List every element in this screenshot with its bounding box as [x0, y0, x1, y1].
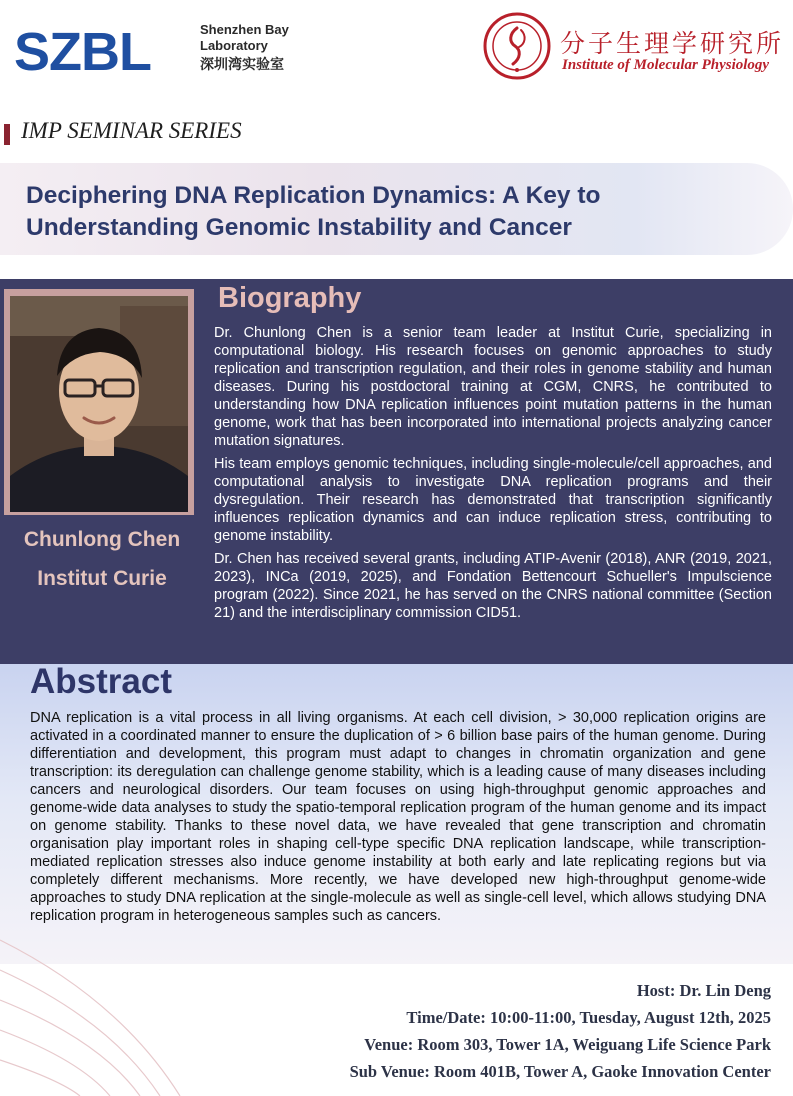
imp-name-en: Institute of Molecular Physiology	[562, 57, 770, 73]
seminar-title-line-1: Deciphering DNA Replication Dynamics: A Key to	[26, 182, 601, 209]
biography-paragraph: Dr. Chen has received several grants, including ATIP-Avenir (2018), ANR (2019, 2021, 2023), INCa (2019, 2025), and Fondation Bettencourt Schueller's Impulscience program (2022). Since 2021, he has served on the CNRS national committee (Section 21) and the interdisciplinary commission CID51.	[214, 551, 772, 621]
biography-heading: Biography	[218, 282, 362, 314]
decorative-curves	[0, 900, 360, 1096]
szbl-name-cn: 深圳湾实验室	[200, 56, 284, 72]
abstract-body: DNA replication is a vital process in all living organisms. At each cell division, > 30,000 replication origins are activated in a coordinated manner to ensure the duplication of > 6 billion base pairs of the human genome. During differentiation and development, this program must adapt to changes in chromatin organization and gene transcription: its deregulation can challenge genome stability, which is a leading cause of many diseases including cancers and neurological disorders. Our team focuses on using high-throughput genomic approaches and genome-wide data analyses to study the spatio-temporal replication program of the human genome and its impact on genome stability. Thanks to these novel data, we have revealed that gene transcription and chromatin organisation play important roles in shaping cell-type specific DNA replication landscape, while transcription-mediated replication stresses also induce genome instability at both early and late replicating regions but via completely different mechanisms. More recently, we have developed new high-throughput genome-wide approaches to study DNA replication at the single-molecule as well as single-cell level, which allows studying DNA replication program in heterogeneous samples such as cancers.	[30, 710, 766, 924]
speaker-institution: Institut Curie	[37, 567, 167, 590]
szbl-logo-mark: SZBL	[14, 22, 151, 82]
szbl-name-en-1: Shenzhen Bay	[200, 22, 289, 37]
speaker-portrait	[10, 296, 188, 512]
szbl-name-en-2: Laboratory	[200, 38, 268, 53]
seminar-title	[26, 180, 726, 244]
speaker-name: Chunlong Chen	[23, 528, 181, 551]
abstract-heading: Abstract	[30, 662, 172, 701]
szbl-logo-text	[200, 22, 340, 72]
series-label: IMP SEMINAR SERIES	[21, 118, 242, 143]
series-accent-bar	[4, 124, 10, 145]
seminar-title-line-2: Understanding Genomic Instability and Cancer	[26, 214, 572, 241]
time-date-info: Time/Date: 10:00-11:00, Tuesday, August 12th, 2025	[406, 1008, 771, 1027]
biography-paragraph: His team employs genomic techniques, including single-molecule/cell approaches, and computational analysis to investigate DNA replication programs and their dysregulation. Their research has demonstrated that transcription significantly influences replication dynamics and can induce replication stress, contributing to genome instability.	[214, 456, 772, 544]
biography-body	[214, 324, 772, 627]
institute-seal-icon	[483, 12, 551, 80]
biography-paragraph: Dr. Chunlong Chen is a senior team leader at Institut Curie, specializing in computational biology. His research focuses on genomic approaches to study replication and transcription regulation, and their roles in genome stability and human diseases. During his postdoctoral training at CGM, CNRS, he contributed to understanding how DNA replication influences point mutation patterns in the human genome, work that has been incorporated into international projects analyzing cancer mutation signatures.	[214, 325, 772, 449]
host-info: Host: Dr. Lin Deng	[636, 981, 771, 1000]
imp-name-cn: 分子生理学研究所	[560, 29, 785, 58]
venue-info: Venue: Room 303, Tower 1A, Weiguang Life Science Park	[364, 1035, 771, 1054]
sub-venue-info: Sub Venue: Room 401B, Tower A, Gaoke Innovation Center	[349, 1062, 771, 1081]
